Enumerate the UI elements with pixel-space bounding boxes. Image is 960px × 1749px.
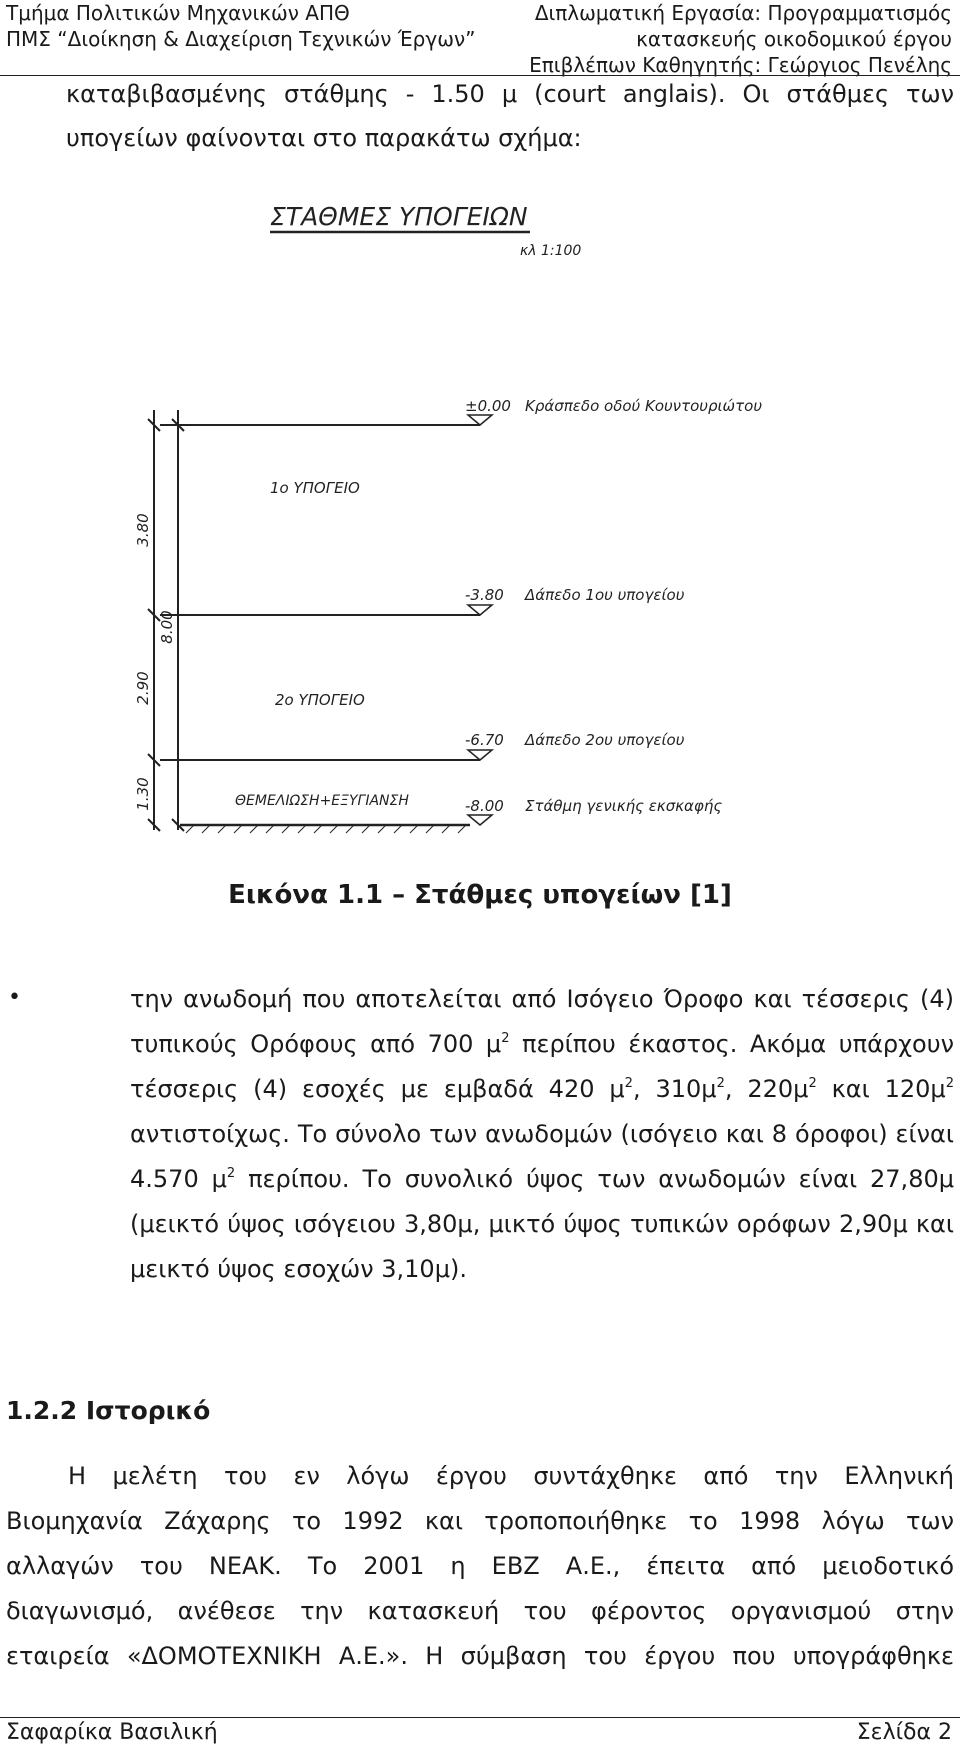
level-marker-1 xyxy=(468,605,492,615)
level-text-0: Κράσπεδο οδού Κουντουριώτου xyxy=(525,397,762,415)
level-label-1: -3.80 xyxy=(465,586,504,604)
zone-foundation: ΘΕΜΕΛΙΩΣΗ+ΕΞΥΓΙΑΝΣΗ xyxy=(235,793,409,809)
level-label-2: -6.70 xyxy=(465,731,504,749)
zone-basement-2: 2ο ΥΠΟΓΕΙΟ xyxy=(275,691,365,709)
header-divider xyxy=(0,75,960,76)
section-line-2: Βιομηχανία Ζάχαρης το 1992 και τροποποιήθηκε το 1998 λόγω των xyxy=(6,1507,954,1535)
bullet-line-1: την ανωδομή που αποτελείται από Ισόγειο Όροφο και τέσσερις (4) xyxy=(130,985,954,1013)
zone-basement-1: 1ο ΥΠΟΓΕΙΟ xyxy=(270,479,360,497)
level-label-0: ±0.00 xyxy=(465,397,511,415)
bullet-line-7: μεικτό ύψος εσοχών 3,10μ). xyxy=(130,1255,467,1283)
header-supervisor: Επιβλέπων Καθηγητής: Γεώργιος Πενέλης xyxy=(529,53,952,77)
bullet-line-4: αντιστοίχως. Το σύνολο των ανωδομών (ισόγειο και 8 όροφοι) είναι xyxy=(130,1120,954,1148)
figure-title: ΣΤΑΘΜΕΣ ΥΠΟΓΕΙΩΝ xyxy=(270,202,528,231)
section-line-5: εταιρεία «ΔΟΜΟΤΕΧΝΙΚΗ Α.Ε.». Η σύμβαση του έργου που υπογράφθηκε xyxy=(6,1642,954,1670)
section-line-1: Η μελέτη του εν λόγω έργου συντάχθηκε από την Ελληνική xyxy=(68,1462,954,1490)
bullet-line-3: τέσσερις (4) εσοχές με εμβαδά 420 $\mu^2$, $310\mu^2$, $220\mu^2$ και $120\mu^2$ xyxy=(130,1075,954,1103)
bullet-line-2: τυπικούς Ορόφους από 700 $\mu^2$ περίπου έκαστος. Ακόμα υπάρχουν xyxy=(130,1030,954,1058)
level-text-2: Δάπεδο 2ου υπογείου xyxy=(525,731,685,749)
header-right xyxy=(529,0,952,78)
section-line-3: αλλαγών του ΝΕΑΚ. Το 2001 η ΕΒΖ Α.Ε., έπειτα από μειοδοτικό xyxy=(6,1552,954,1580)
bullet-line-5: 4.570 $\mu^2$ περίπου. Το συνολικό ύψος των ανωδομών είναι 27,80μ xyxy=(130,1165,954,1193)
intro-line-1: καταβιβασμένης στάθμης - 1.50 μ (court anglais). Οι στάθμες των xyxy=(66,80,954,108)
section-heading: 1.2.2 Ιστορικό xyxy=(6,1396,211,1425)
level-marker-2 xyxy=(468,750,492,760)
figure-scale: κλ 1:100 xyxy=(520,243,582,259)
level-markers xyxy=(468,415,492,825)
dim-label-0: 3.80 xyxy=(134,513,152,547)
footer-page-number: Σελίδα 2 xyxy=(856,1720,952,1745)
section-line-4: διαγωνισμό, ανέθεσε την κατασκευή του φέροντος οργανισμού στην xyxy=(6,1597,954,1625)
header-program: ΠΜΣ “Διοίκηση & Διαχείριση Τεχνικών Έργων” xyxy=(6,27,476,51)
footer-divider xyxy=(0,1717,960,1718)
level-text-1: Δάπεδο 1ου υπογείου xyxy=(525,586,685,604)
header-thesis-2: κατασκευής οικοδομικού έργου xyxy=(636,27,952,51)
bullet-icon: • xyxy=(8,985,21,1010)
level-text-3: Στάθμη γενικής εκσκαφής xyxy=(525,797,723,815)
footer-author: Σαφαρίκα Βασιλική xyxy=(6,1720,218,1745)
header-thesis: Διπλωματική Εργασία: Προγραμματισμός xyxy=(534,1,952,25)
level-label-3: -8.00 xyxy=(465,797,504,815)
basement-levels-figure xyxy=(134,200,820,860)
header-left xyxy=(6,0,475,52)
dim-label-1: 2.90 xyxy=(134,671,152,705)
dim-label-total: 8.00 xyxy=(158,610,176,644)
level-marker-0 xyxy=(468,415,492,425)
dim-label-2: 1.30 xyxy=(134,777,152,811)
figure-caption: Εικόνα 1.1 – Στάθμες υπογείων [1] xyxy=(228,880,732,910)
header-department: Τμήμα Πολιτικών Μηχανικών ΑΠΘ xyxy=(6,1,350,25)
intro-line-2: υπογείων φαίνονται στο παρακάτω σχήμα: xyxy=(66,124,582,152)
bullet-line-6: (μεικτό ύψος ισόγειου 3,80μ, μικτό ύψος τυπικών ορόφων 2,90μ και xyxy=(130,1210,954,1238)
level-marker-3 xyxy=(468,815,492,825)
